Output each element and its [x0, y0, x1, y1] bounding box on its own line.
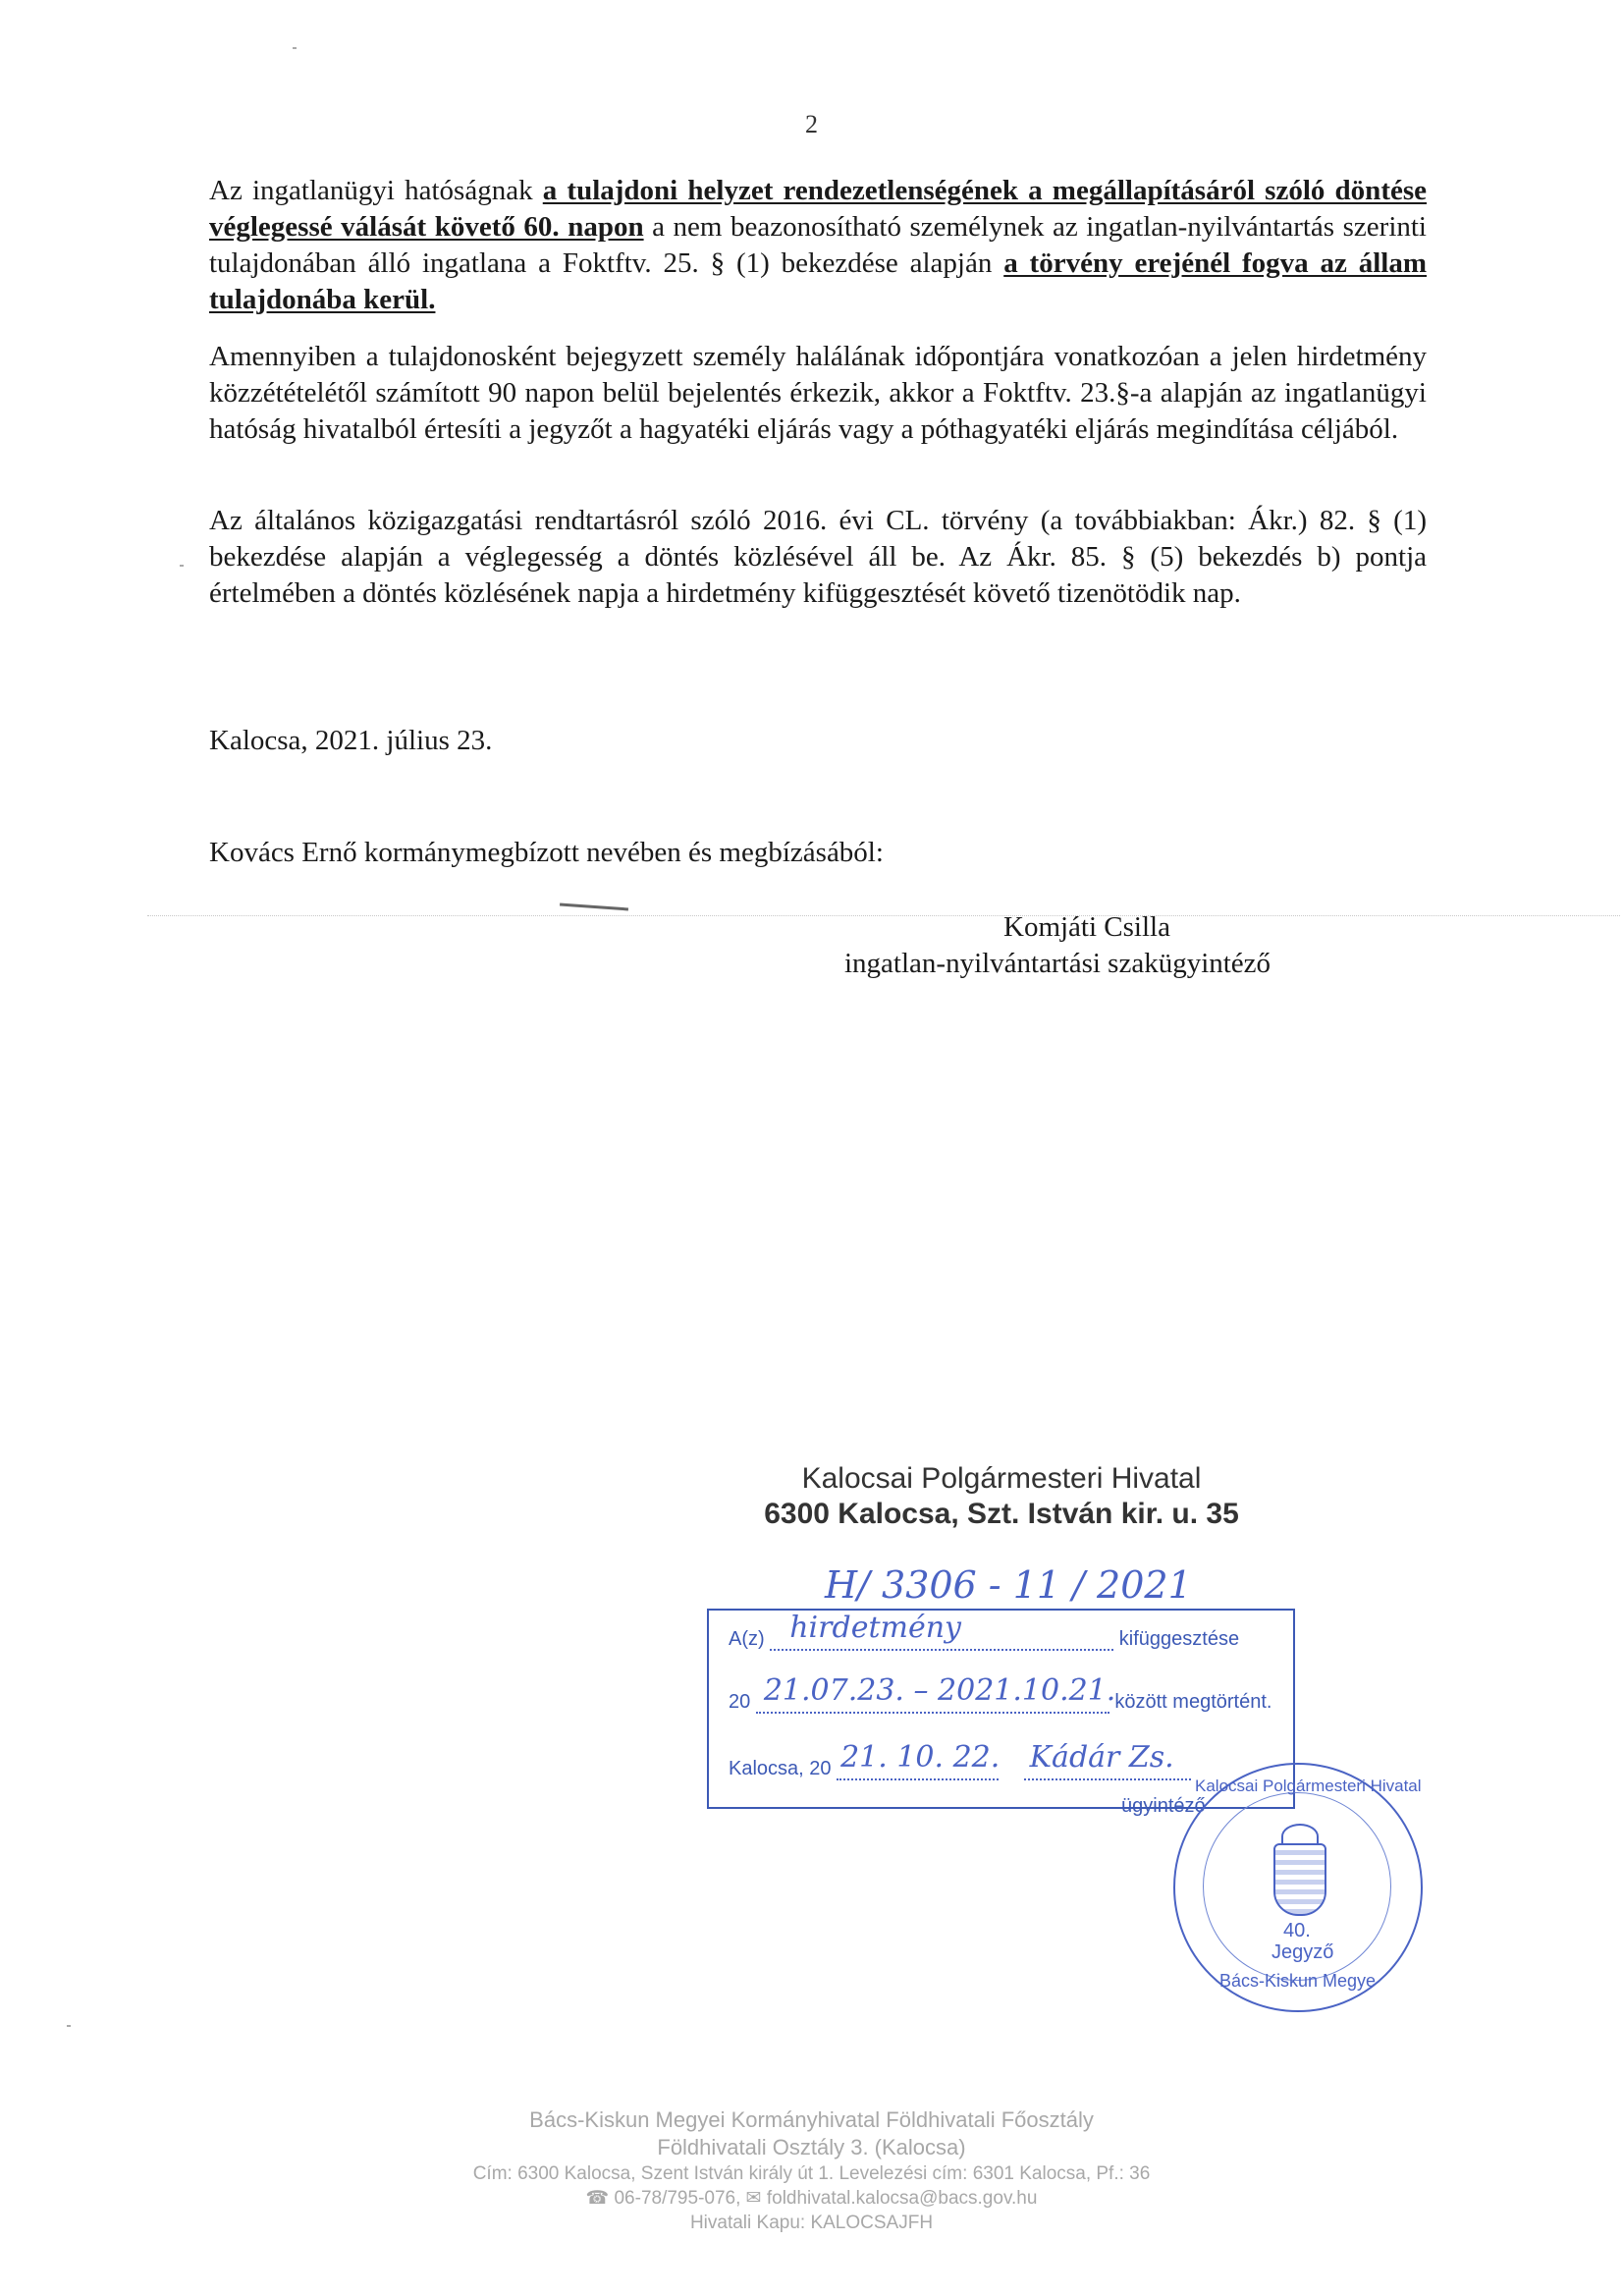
stamp-row-period: [729, 1673, 1272, 1714]
coat-of-arms-icon: [1273, 1843, 1326, 1916]
office-address: 6300 Kalocsa, Szt. István kir. u. 35: [764, 1498, 1239, 1530]
stamp-row2-suffix: között megtörtént.: [1114, 1691, 1272, 1713]
scan-speck: [293, 47, 297, 49]
p2-text: Amennyiben a tulajdonosként bejegyzett személy halálának időpontjára vonatkozóan a jelen hirdetmény közzétételétől számított 90 napon belül bejelentés érkezik, akkor a Foktftv. 23.§-a alapján az ingatlanügyi hatóság hivatalból értesíti a jegyzőt a hagyatéki eljárás vagy a póthagyatéki eljárás megindítása céljából.: [209, 341, 1427, 445]
footer-dept: Földhivatali Osztály 3. (Kalocsa): [657, 2135, 966, 2159]
stamp-row3-sign: Kádár Zs.: [1029, 1740, 1174, 1775]
p1-emphasis-2: a törvény erejénél fogva az állam tulajdonába kerül.: [209, 247, 1427, 315]
footer-gateway: Hivatali Kapu: KALOCSAJFH: [689, 2213, 934, 2233]
footer-contact: ☎ 06-78/795-076, ✉ foldhivatal.kalocsa@bacs.gov.hu: [585, 2188, 1038, 2209]
scan-speck: [67, 2025, 71, 2027]
paragraph-state-ownership: [209, 173, 1427, 332]
signature-name: Komjáti Csilla: [1003, 911, 1170, 943]
scan-speck: [180, 565, 184, 567]
seal-bottom-text: Bács-Kiskun Megye: [1219, 1971, 1377, 1991]
office-name: Kalocsai Polgármesteri Hivatal: [801, 1462, 1202, 1495]
authority-line: Kovács Ernő kormánymegbízott nevében és megbízásából:: [209, 837, 884, 868]
paragraph-akr-reference: [209, 503, 1427, 626]
footer-letterhead: [0, 2106, 1623, 2235]
seal-center-number: 40.: [1283, 1920, 1311, 1941]
p3-text: Az általános közigazgatási rendtartásról szóló 2016. évi CL. törvény (a továbbiakban: Ákr.) 82. § (1) bekezdése alapján a véglegesség a döntés közlésével áll be. Az Ákr. 85. § (5) bekezdés b) pontja értelmében a döntés közlésének napja a hirdetmény kifüggesztését követő tizenötödik nap.: [209, 505, 1427, 609]
seal-role: Jegyző: [1271, 1941, 1334, 1963]
footer-org: Bács-Kiskun Megyei Kormányhivatal Földhivatali Főosztály: [529, 2107, 1094, 2132]
signature-title: ingatlan-nyilvántartási szakügyintéző: [844, 948, 1271, 979]
stamp-row3-prefix: Kalocsa, 20: [729, 1758, 832, 1779]
stamp-handwritten-number: H/ 3306 - 11 / 2021: [825, 1563, 1192, 1607]
stamp-row3-hand: 21. 10. 22.: [840, 1740, 1001, 1775]
stamp-row-date: [729, 1740, 1191, 1780]
page-number: 2: [805, 110, 818, 138]
signature-mark: [560, 903, 628, 911]
stamp-row2-prefix: 20: [729, 1691, 751, 1713]
p1-emphasis-1: a tulajdoni helyzet rendezetlenségének a megállapításáról szóló döntése véglegessé válását követő 60. napon: [209, 175, 1428, 243]
footer-address: Cím: 6300 Kalocsa, Szent István király út 1. Levelezési cím: 6301 Kalocsa, Pf.: 36: [472, 2163, 1151, 2184]
stamp-row1-suffix: kifüggesztése: [1118, 1628, 1240, 1650]
stamp-row3-suffix: ügyintéző: [1121, 1795, 1206, 1817]
stamp-row1-hand: hirdetmény: [789, 1611, 961, 1645]
p1-text-2: a nem beazonosítható személynek az ingatlan-nyilvántartás szerinti tulajdonában álló ingatlana a Foktftv. 25. § (1) bekezdése alapján: [209, 211, 1427, 279]
date-line: Kalocsa, 2021. július 23.: [209, 725, 493, 756]
paragraph-probate-notice: [209, 339, 1427, 462]
office-stamp-header: [727, 1461, 1276, 1532]
stamp-row1-prefix: A(z): [729, 1628, 765, 1650]
p1-text-1: Az ingatlanügyi hatóságnak: [209, 175, 543, 206]
round-seal: [1173, 1763, 1423, 2012]
stamp-row-document: [729, 1611, 1240, 1651]
seal-top-text: Kalocsai Polgármesteri Hivatal: [1195, 1777, 1422, 1795]
stamp-row2-hand: 21.07.23. – 2021.10.21.: [763, 1673, 1116, 1708]
signature-dotted-line: [147, 915, 1620, 926]
